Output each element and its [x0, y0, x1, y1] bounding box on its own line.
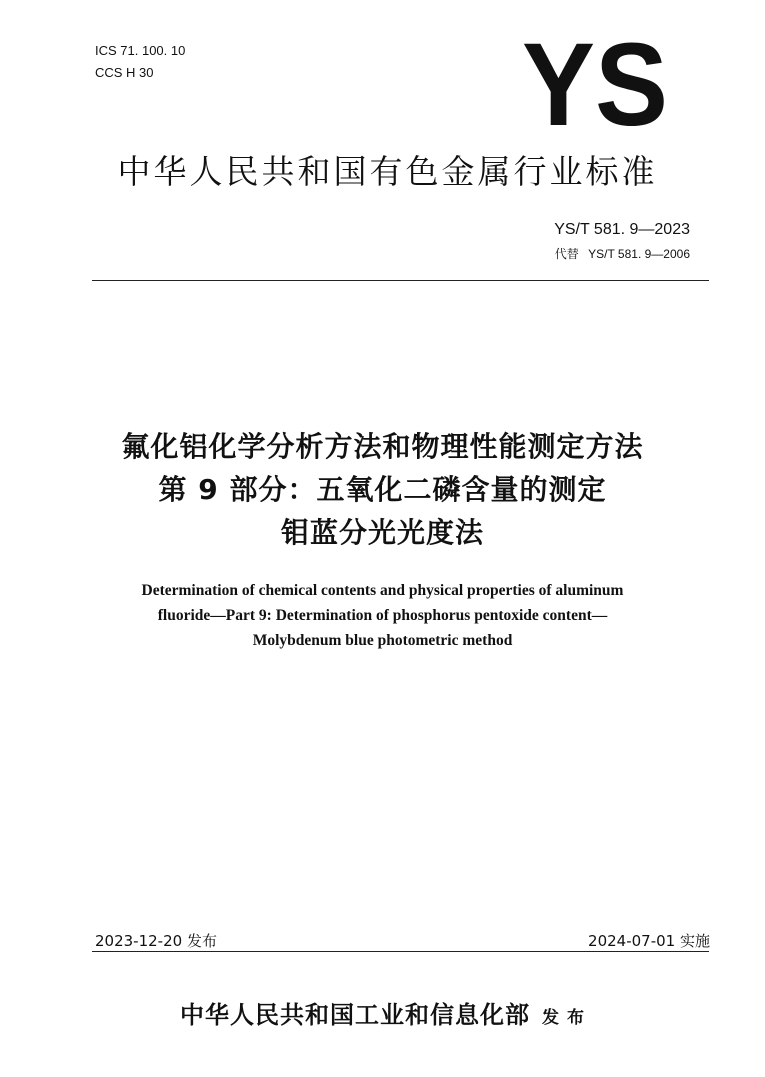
replaces-label: 代替 — [554, 247, 579, 261]
chinese-title-line2: 第 9 部分：五氧化二磷含量的测定 — [158, 473, 607, 506]
replaces-number: YS/T 581. 9—2006 — [588, 247, 690, 261]
publisher-line — [0, 995, 765, 1030]
ys-logo-graphic — [520, 30, 670, 130]
chinese-title-line1: 氟化铝化学分析方法和物理性能测定方法 — [121, 430, 644, 463]
chinese-title-line3: 钼蓝分光光度法 — [280, 516, 484, 549]
ys-logo — [520, 30, 670, 130]
english-title-line2: fluoride—Part 9: Determination of phosphorus pentoxide content— — [157, 607, 608, 624]
top-divider — [92, 280, 709, 281]
issue-date: 2023-12-20 发布 — [95, 932, 217, 950]
publisher-suffix: 发 布 — [542, 1008, 585, 1028]
english-title-line3: Molybdenum blue photometric method — [252, 632, 513, 649]
classification-codes — [95, 40, 185, 84]
chinese-title — [0, 425, 765, 554]
publisher-name: 中华人民共和国工业和信息化部 — [180, 1001, 531, 1029]
ys-logo-text: YS — [522, 30, 668, 130]
implement-date: 2024-07-01 实施 — [588, 932, 710, 950]
ics-code: ICS 71. 100. 10 — [95, 43, 186, 58]
standard-number-block — [554, 220, 690, 264]
org-title: 中华人民共和国有色金属行业标准 — [117, 152, 658, 191]
ccs-code: CCS H 30 — [95, 65, 154, 80]
standard-number: YS/T 581. 9—2023 — [554, 221, 690, 238]
english-title-line1: Determination of chemical contents and physical properties of aluminum — [141, 582, 624, 599]
bottom-divider — [92, 951, 709, 952]
english-title — [0, 578, 765, 653]
replaces-line — [554, 244, 690, 264]
